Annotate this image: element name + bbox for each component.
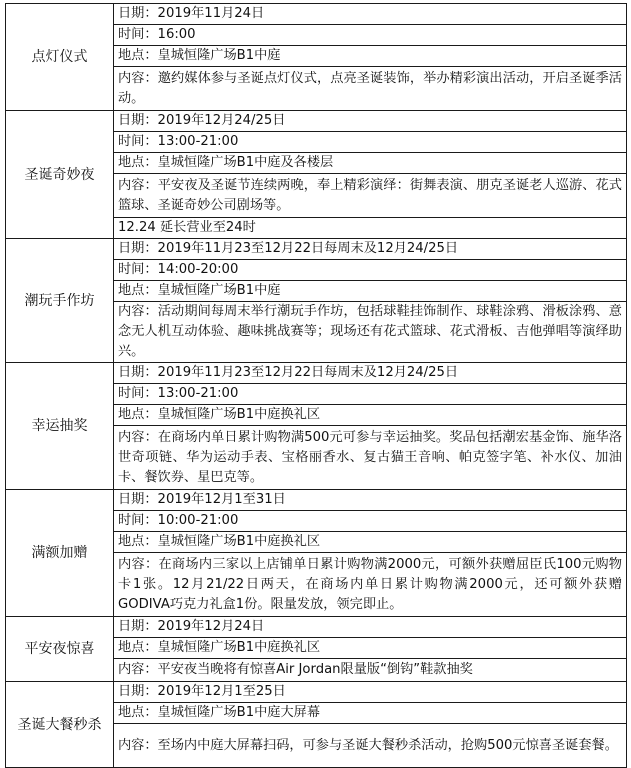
table-row	[6, 111, 627, 132]
event-name-cell: 圣诞大餐秒杀	[6, 682, 114, 768]
content-cell: 内容：至场内中庭大屏幕扫码，可参与圣诞大餐秒杀活动，抢购500元惊喜圣诞套餐。	[114, 724, 627, 768]
table-row	[6, 363, 627, 384]
content-cell: 内容：活动期间每周末举行潮玩手作坊，包括球鞋挂饰制作、球鞋涂鸦、滑板涂鸦、意念无人机互动体验、趣味挑战赛等；现场还有花式篮球、花式滑板、吉他弹唱等演绎助兴。	[114, 302, 627, 363]
location-cell: 地点：皇城恒隆广场B1中庭换礼区	[114, 532, 627, 553]
table-row	[6, 4, 627, 25]
date-cell: 日期：2019年12月1至25日	[114, 682, 627, 703]
location-cell: 地点：皇城恒隆广场B1中庭	[114, 46, 627, 67]
content-cell: 内容：在商场内三家以上店铺单日累计购物满2000元，可额外获赠屈臣氏100元购物卡1张。12月21/22日两天，在商场内单日累计购物满2000元，还可额外获赠GODIVA巧克力礼盒1份。限量发放，领完即止。	[114, 553, 627, 617]
date-cell: 日期：2019年11月23至12月22日每周末及12月24/25日	[114, 363, 627, 384]
table-row	[6, 490, 627, 511]
table-row	[6, 682, 627, 703]
time-cell: 时间：10:00-21:00	[114, 511, 627, 532]
event-name-cell: 点灯仪式	[6, 4, 114, 111]
time-cell: 时间：14:00-20:00	[114, 260, 627, 281]
content-cell: 内容：邀约媒体参与圣诞点灯仪式，点亮圣诞装饰，举办精彩演出活动，开启圣诞季活动。	[114, 67, 627, 111]
event-name-cell: 满额加赠	[6, 490, 114, 617]
content-cell: 内容：在商场内单日累计购物满500元可参与幸运抽奖。奖品包括潮宏基金饰、施华洛世奇项链、华为运动手表、宝格丽香水、复古猫王音响、帕克签字笔、补水仪、加油卡、餐饮券、星巴克等。	[114, 426, 627, 490]
table-row	[6, 617, 627, 638]
location-cell: 地点：皇城恒隆广场B1中庭换礼区	[114, 405, 627, 426]
table-row	[6, 239, 627, 260]
content-cell: 内容：平安夜及圣诞节连续两晚，奉上精彩演绎：街舞表演、朋克圣诞老人巡游、花式篮球、圣诞奇妙公司剧场等。	[114, 174, 627, 218]
event-name-cell: 平安夜惊喜	[6, 617, 114, 682]
location-cell: 地点：皇城恒隆广场B1中庭大屏幕	[114, 703, 627, 724]
event-schedule-table	[5, 3, 627, 768]
time-cell: 时间：16:00	[114, 25, 627, 46]
date-cell: 日期：2019年11月24日	[114, 4, 627, 25]
date-cell: 日期：2019年12月24日	[114, 617, 627, 638]
event-name-cell: 圣诞奇妙夜	[6, 111, 114, 239]
date-cell: 日期：2019年12月1至31日	[114, 490, 627, 511]
location-cell: 地点：皇城恒隆广场B1中庭及各楼层	[114, 153, 627, 174]
date-cell: 日期：2019年11月23至12月22日每周末及12月24/25日	[114, 239, 627, 260]
event-name-cell: 幸运抽奖	[6, 363, 114, 490]
time-cell: 时间：13:00-21:00	[114, 132, 627, 153]
note-cell: 12.24 延长营业至24时	[114, 218, 627, 239]
content-cell: 内容：平安夜当晚将有惊喜Air Jordan限量版“倒钩”鞋款抽奖	[114, 659, 627, 682]
location-cell: 地点：皇城恒隆广场B1中庭	[114, 281, 627, 302]
event-name-cell: 潮玩手作坊	[6, 239, 114, 363]
date-cell: 日期：2019年12月24/25日	[114, 111, 627, 132]
location-cell: 地点：皇城恒隆广场B1中庭换礼区	[114, 638, 627, 659]
time-cell: 时间：13:00-21:00	[114, 384, 627, 405]
